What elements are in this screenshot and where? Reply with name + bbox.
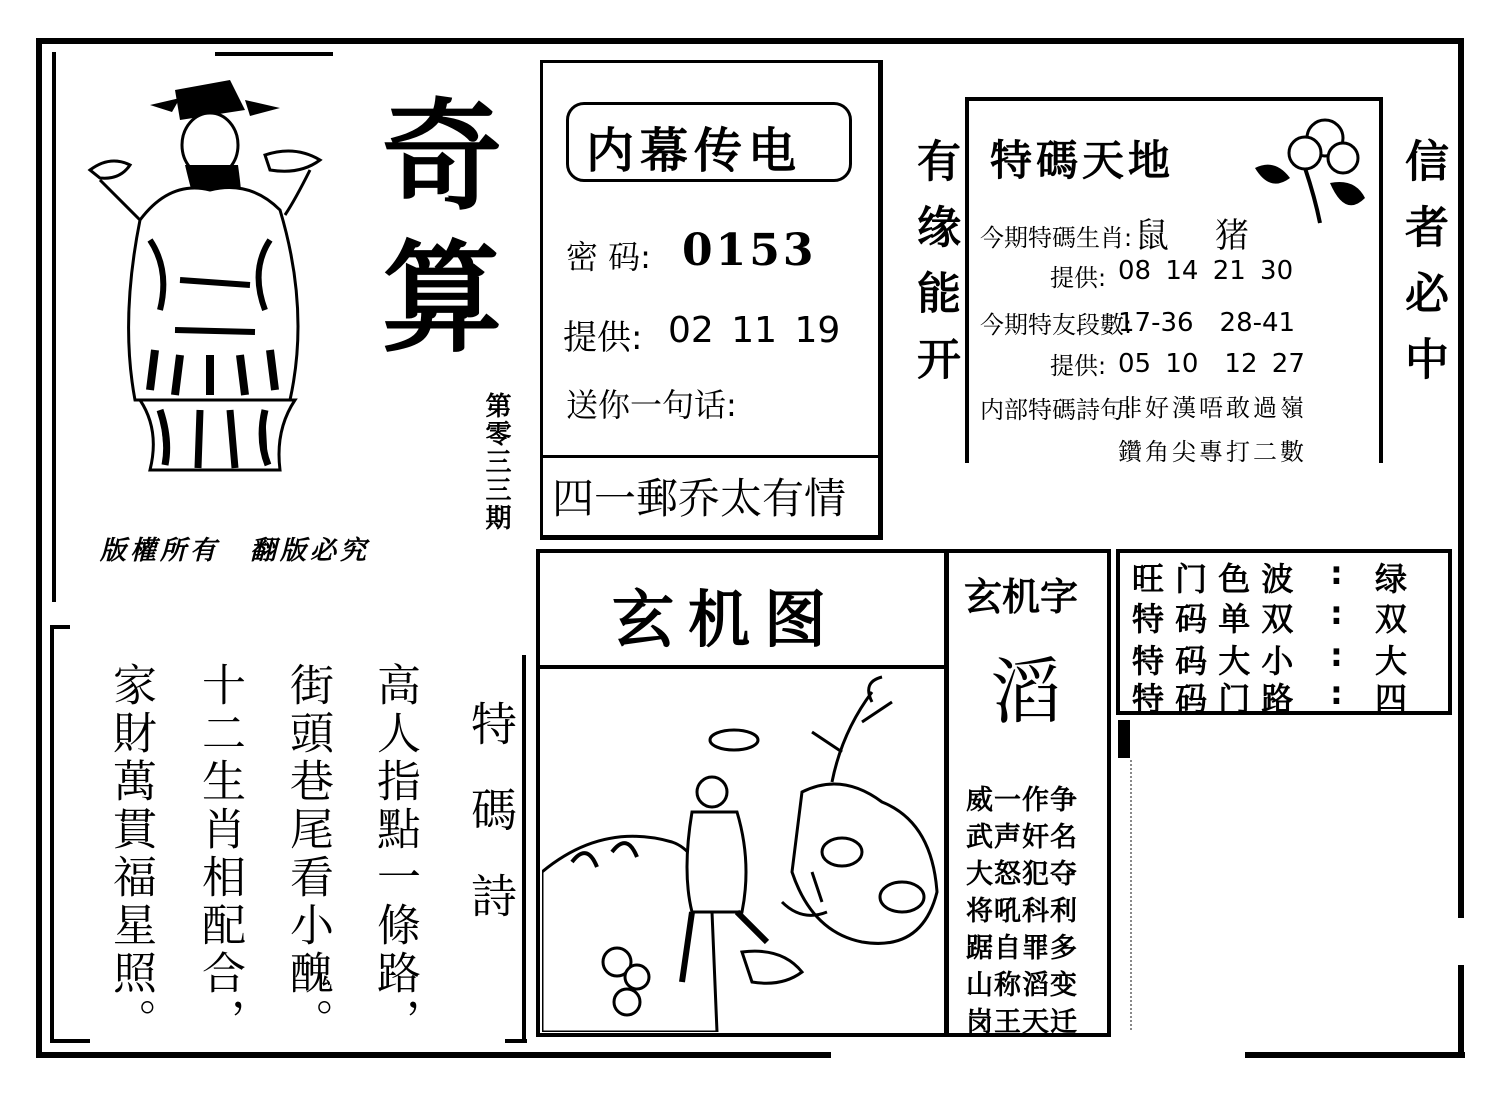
inner-left-line [52,52,56,602]
zodiac-value: 鼠 猪 [1135,216,1255,256]
tema-poem-label: 内部特碼詩句: [980,396,1133,424]
slogan-left: 有缘能开 [909,138,960,402]
xuanjizi-row-6: 山称滔变 [966,970,1078,1001]
info-row-3-colon: : [1330,636,1343,674]
mystery-picture [542,672,942,1032]
xuanjizi-row-5: 踞自罪多 [966,933,1078,964]
info-row-2-colon: : [1330,594,1343,632]
info-row-2-label: 特 码 单 双 [1132,600,1294,638]
info-row-4-colon: : [1330,674,1343,712]
title-char-1: 奇 [382,88,502,227]
sentence-label: 送你一句话: [566,386,737,424]
info-row-2-value: 双 [1375,600,1408,638]
xuanjizi-row-7: 岗王天迁 [966,1007,1078,1038]
copyright-text: 版權所有 翻版必究 [100,536,371,566]
neimu-provide-label: 提供: [563,318,643,358]
tema-poem-line2: 鑽角尖專打二數 [1118,438,1307,466]
xuanjizi-row-4: 将吼科利 [966,896,1078,927]
xuanjitu-divider [538,665,946,669]
range-label: 今期特友段數: [980,311,1133,339]
neimu-heading: 内幕传电 [586,123,803,179]
xuanjizi-row-3: 大怒犯夺 [966,859,1078,890]
outer-frame-right [1458,38,1464,918]
tema-provide2-label: 提供: [1050,352,1107,380]
sentence-value: 四一郵乔太有情 [552,474,847,523]
info-row-3-label: 特 码 大 小 [1132,642,1294,680]
info-marker-bar [1118,720,1130,758]
info-row-1-colon: : [1330,554,1343,592]
info-dotted-line [1130,760,1132,1030]
outer-frame-bottom [36,1052,831,1058]
title-char-2: 算 [382,230,502,369]
inner-top-line [215,52,333,56]
deity-illustration [80,70,340,500]
tema-provide1-label: 提供: [1050,264,1107,292]
info-row-3-value: 大 [1375,642,1408,680]
xuanjizi-row-1: 威一作争 [966,785,1078,816]
xuanjitu-heading: 玄机图 [612,583,841,656]
slogan-right: 信者必中 [1397,138,1448,402]
password-label: 密 码: [566,238,651,276]
poem-line-2: 街頭巷尾看小醜。 [282,662,333,1046]
range-value: 17-36 28-41 [1118,308,1296,338]
poem-line-4: 家財萬貫福星照。 [105,662,156,1046]
xuanjizi-row-2: 武声奸名 [966,822,1078,853]
zodiac-label: 今期特碼生肖: [980,224,1133,252]
password-value: 0153 [682,225,817,276]
xuanjizi-heading: 玄机字 [964,575,1079,619]
poem-line-1: 高人指點一條路， [369,662,420,1046]
info-row-1-label: 旺 门 色 波 [1132,560,1294,598]
info-row-4-label: 特 码 门 路 [1132,680,1294,718]
tema-provide1-value: 08 14 21 30 [1118,256,1294,286]
outer-frame-left [36,38,42,1058]
outer-frame-right-lower [1458,965,1464,1058]
tema-poem-line1: 非好漢唔敢過嶺 [1118,394,1307,422]
outer-frame-top [36,38,1464,44]
outer-frame-bottom-right [1245,1052,1465,1058]
xuanjizi-char: 滔 [990,650,1063,734]
tema-provide2-value: 05 10 12 27 [1118,349,1305,379]
info-row-1-value: 绿 [1375,560,1408,598]
flower-icon [1245,108,1375,228]
poem-title: 特碼詩 [464,700,518,958]
tema-heading: 特碼天地 [990,136,1175,185]
neimu-divider [542,455,880,458]
issue-number: 第零三三期 [481,392,511,532]
poem-line-3: 十二生肖相配合， [194,662,245,1046]
neimu-provide-value: 02 11 19 [668,310,841,351]
info-row-4-value: 四 [1375,680,1408,718]
